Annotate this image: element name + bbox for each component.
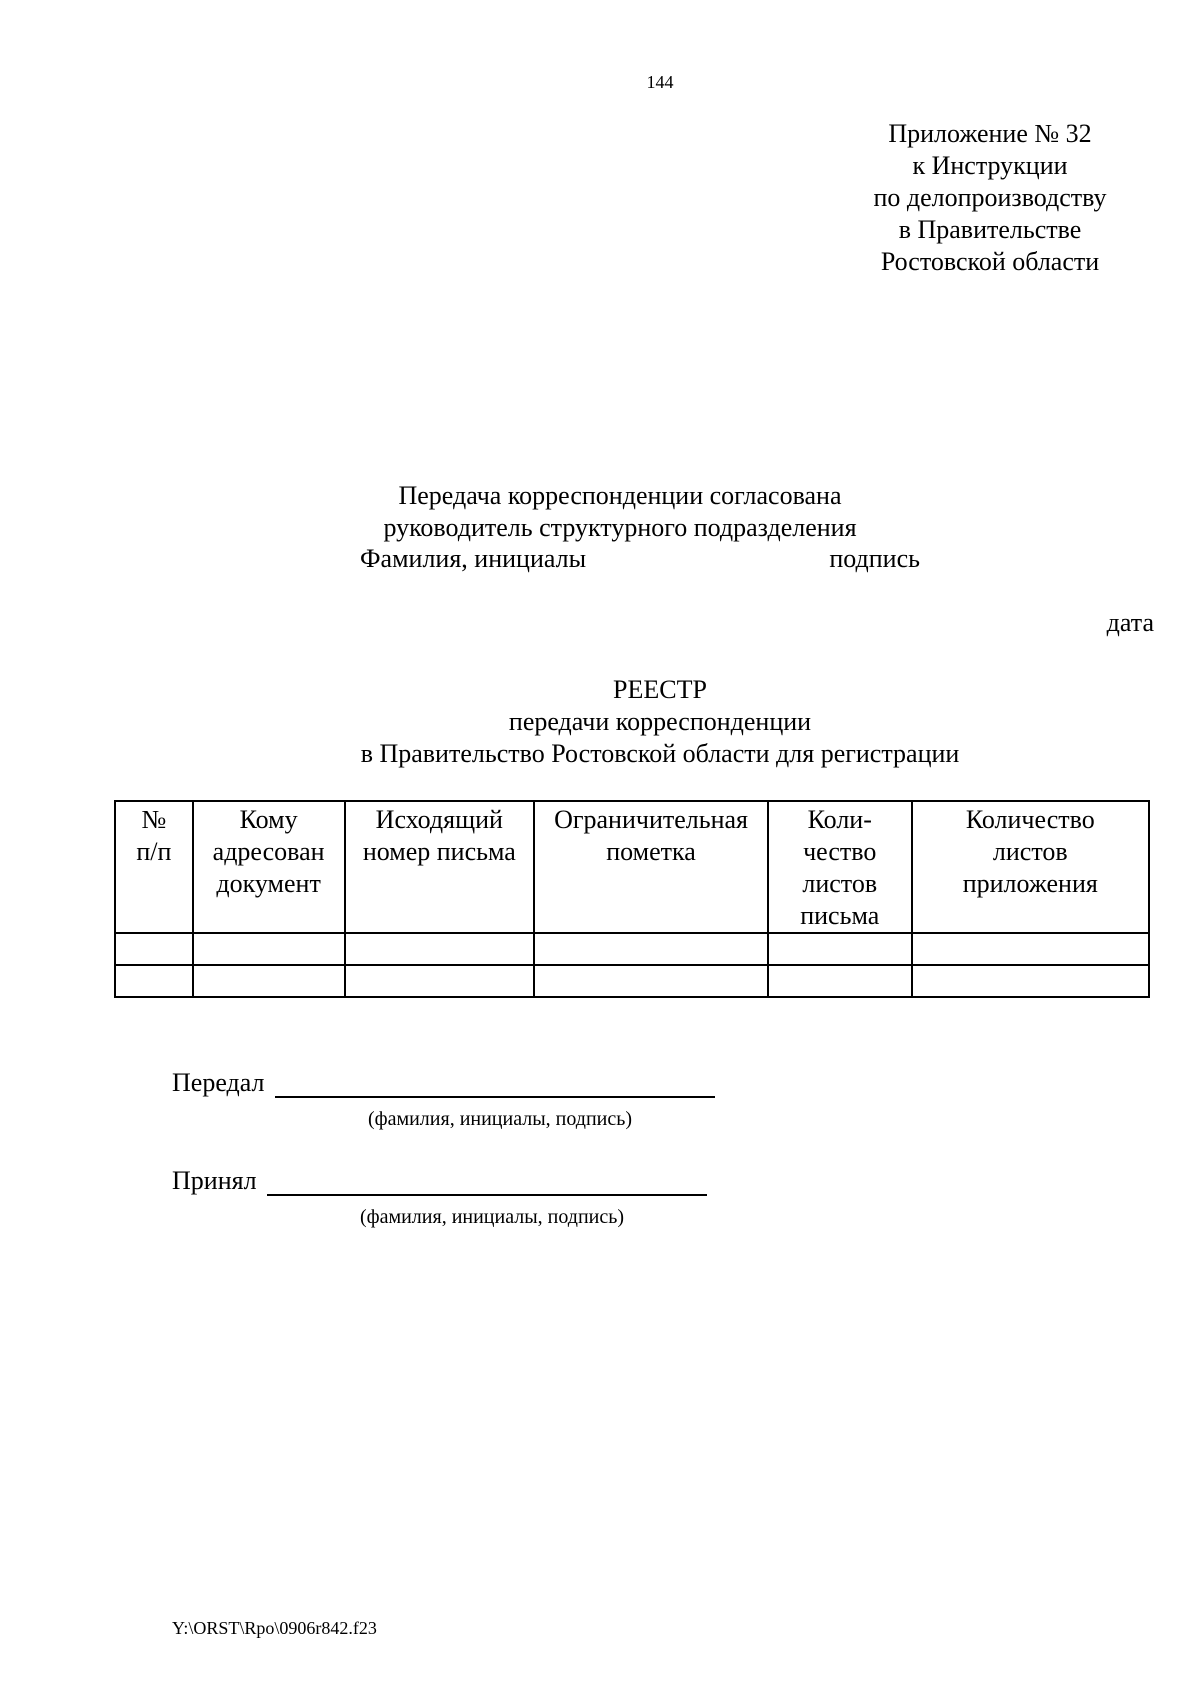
appendix-line: по делопроизводству	[873, 183, 1107, 212]
column-header-outgoing-number: Исходящий номер письма	[345, 801, 535, 933]
table-cell	[193, 965, 345, 997]
column-header-addressee: Кому адресован документ	[193, 801, 345, 933]
passed-by-row	[172, 1068, 715, 1098]
table-cell	[912, 933, 1149, 965]
passed-by-caption: (фамилия, инициалы, подпись)	[367, 1108, 633, 1130]
table-cell	[534, 933, 768, 965]
approval-name-label: Фамилия, инициалы	[360, 544, 587, 573]
footer-file-path: Y:\ORST\Rpo\0906r842.f23	[172, 1618, 377, 1638]
approval-signature-label: подпись	[829, 544, 920, 573]
registry-heading	[260, 674, 1060, 770]
registry-title: РЕЕСТР	[613, 675, 707, 704]
page-number: 144	[646, 72, 674, 92]
table-cell	[115, 965, 193, 997]
registry-table	[114, 800, 1150, 998]
appendix-line: Приложение № 32	[888, 119, 1092, 148]
passed-by-label: Передал	[172, 1068, 265, 1097]
registry-subtitle-1: передачи корреспонденции	[508, 707, 812, 736]
appendix-line: в Правительстве	[898, 215, 1082, 244]
approval-date-label: дата	[1106, 608, 1154, 637]
table-cell	[345, 933, 535, 965]
received-by-row	[172, 1166, 707, 1196]
appendix-line: к Инструкции	[912, 151, 1068, 180]
column-header-number: № п/п	[115, 801, 193, 933]
table-cell	[115, 933, 193, 965]
table-cell	[768, 965, 912, 997]
passed-by-signature-line	[275, 1072, 715, 1098]
received-by-caption: (фамилия, инициалы, подпись)	[359, 1206, 625, 1228]
received-by-signature-line	[267, 1170, 707, 1196]
column-header-letter-sheets: Коли- чество листов письма	[768, 801, 912, 933]
approval-block	[300, 480, 940, 544]
table-row	[115, 965, 1149, 997]
received-by-label: Принял	[172, 1166, 257, 1195]
approval-line-1: Передача корреспонденции согласована	[398, 481, 842, 510]
approval-signature-row	[360, 544, 920, 574]
table-header-row	[115, 801, 1149, 933]
table-cell	[768, 933, 912, 965]
table-cell	[345, 965, 535, 997]
column-header-restriction-mark: Ограничительная пометка	[534, 801, 768, 933]
table-cell	[193, 933, 345, 965]
registry-subtitle-2: в Правительство Ростовской области для регистрации	[360, 739, 960, 768]
approval-line-2: руководитель структурного подразделения	[383, 513, 857, 542]
table-cell	[534, 965, 768, 997]
appendix-block	[820, 118, 1160, 278]
column-header-attachment-sheets: Количество листов приложения	[912, 801, 1149, 933]
table-row	[115, 933, 1149, 965]
table-cell	[912, 965, 1149, 997]
appendix-line: Ростовской области	[880, 247, 1100, 276]
